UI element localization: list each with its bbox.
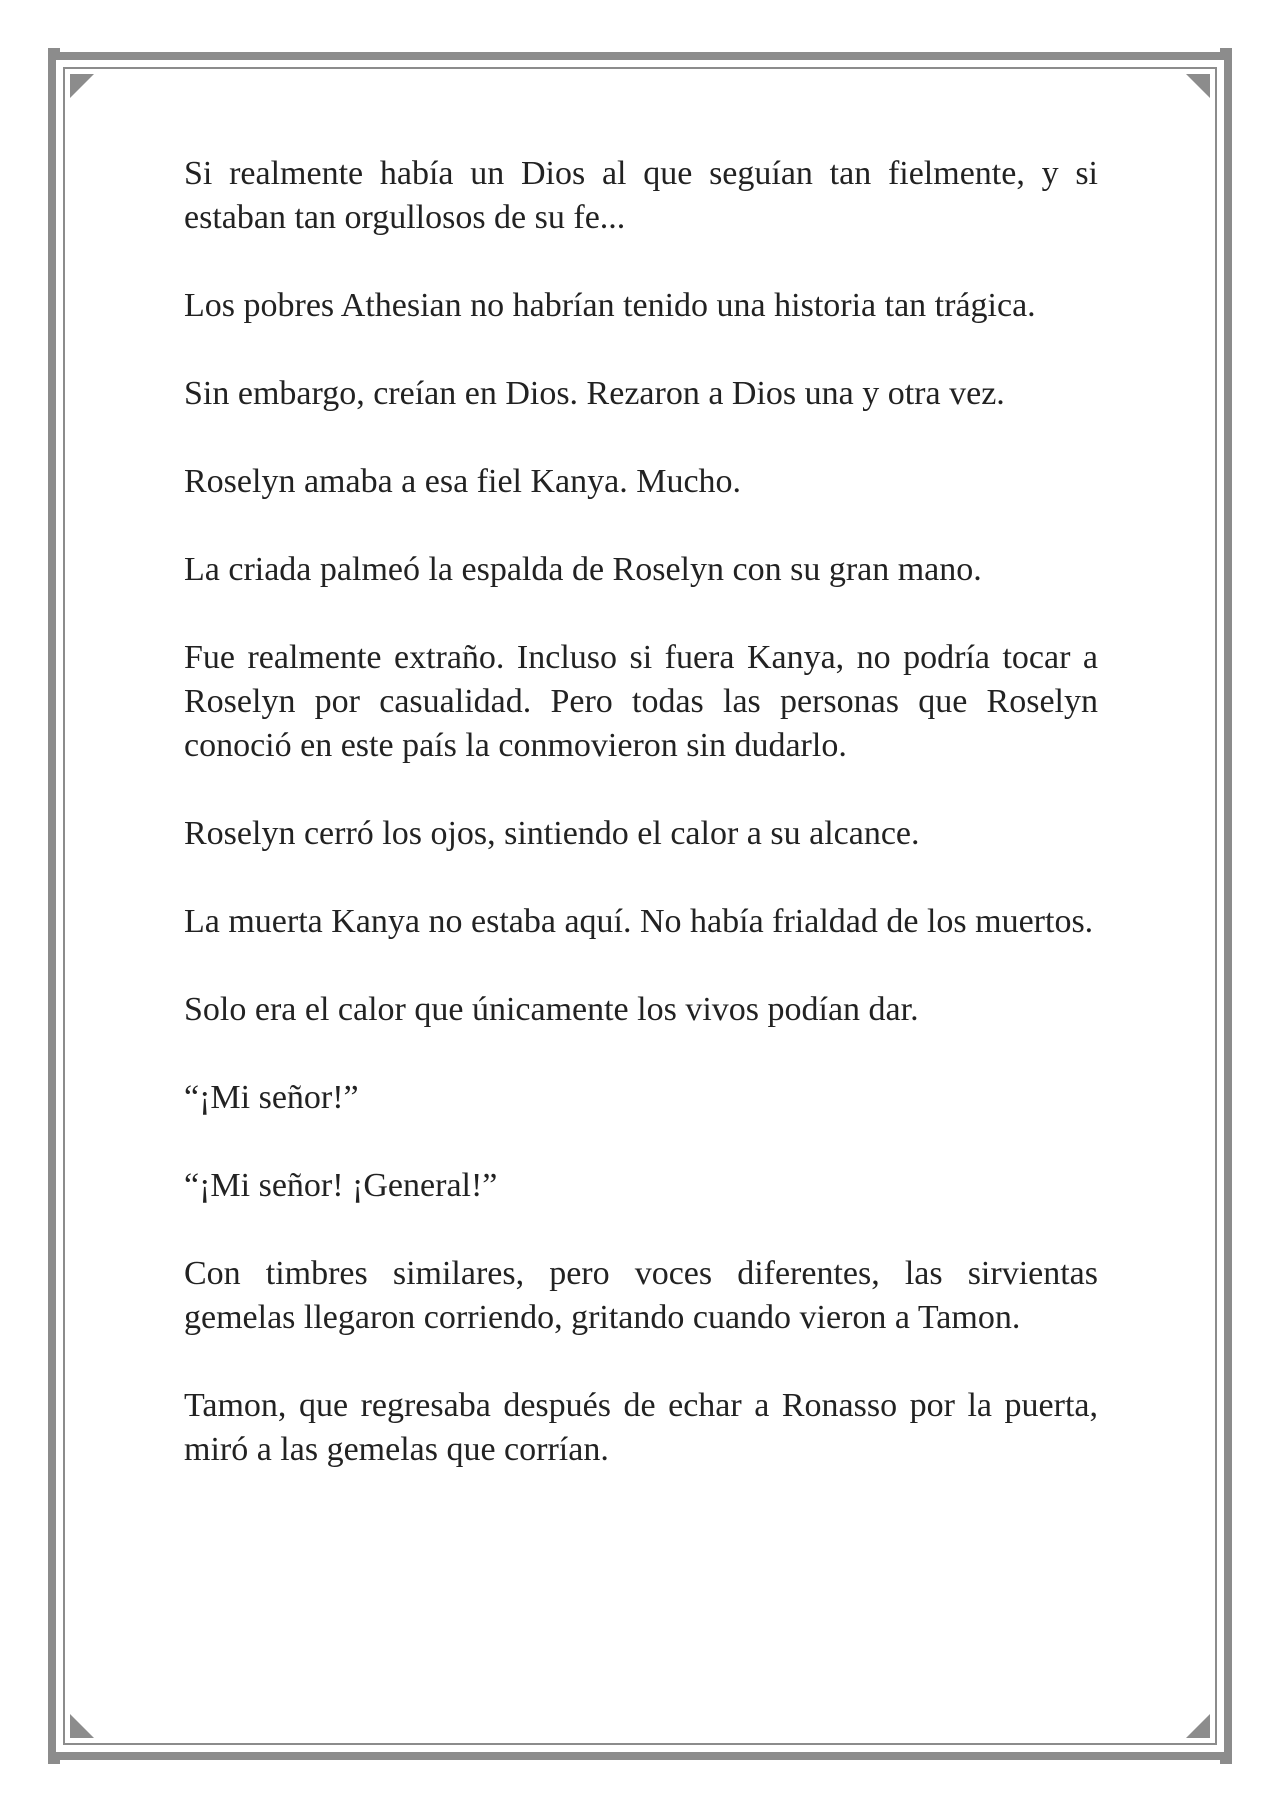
- paragraph: “¡Mi señor!”: [184, 1079, 359, 1116]
- corner-triangle-br: [1186, 1714, 1210, 1738]
- paragraph: Tamon, que regresaba después de echar a Ronasso por la puerta, miró a las gemelas que corrían.: [184, 1387, 1098, 1468]
- paragraph: Solo era el calor que únicamente los vivos podían dar.: [184, 991, 919, 1028]
- page-body: [184, 152, 1098, 1472]
- paragraph: La muerta Kanya no estaba aquí. No había frialdad de los muertos.: [184, 903, 1094, 940]
- paragraph: Fue realmente extraño. Incluso si fuera Kanya, no podría tocar a Roselyn por casualidad. Pero todas las personas que Roselyn conoció en este país la conmovieron sin dudarlo.: [184, 639, 1098, 764]
- corner-triangle-bl: [70, 1714, 94, 1738]
- corner-ornament-tr: [1220, 48, 1232, 60]
- paragraph: Con timbres similares, pero voces diferentes, las sirvientas gemelas llegaron corriendo, gritando cuando vieron a Tamon.: [184, 1255, 1098, 1336]
- paragraph: Roselyn cerró los ojos, sintiendo el calor a su alcance.: [184, 815, 920, 852]
- corner-ornament-br: [1220, 1752, 1232, 1764]
- paragraph: Sin embargo, creían en Dios. Rezaron a Dios una y otra vez.: [184, 375, 1005, 412]
- corner-ornament-tl: [48, 48, 60, 60]
- corner-triangle-tl: [70, 74, 94, 98]
- paragraph: La criada palmeó la espalda de Roselyn con su gran mano.: [184, 551, 982, 588]
- paragraph: Si realmente había un Dios al que seguían tan fielmente, y si estaban tan orgullosos de su fe...: [184, 155, 1098, 236]
- paragraph: “¡Mi señor! ¡General!”: [184, 1167, 498, 1204]
- corner-ornament-bl: [48, 1752, 60, 1764]
- paragraph: Los pobres Athesian no habrían tenido una historia tan trágica.: [184, 287, 1036, 324]
- corner-triangle-tr: [1186, 74, 1210, 98]
- paragraph: Roselyn amaba a esa fiel Kanya. Mucho.: [184, 463, 742, 500]
